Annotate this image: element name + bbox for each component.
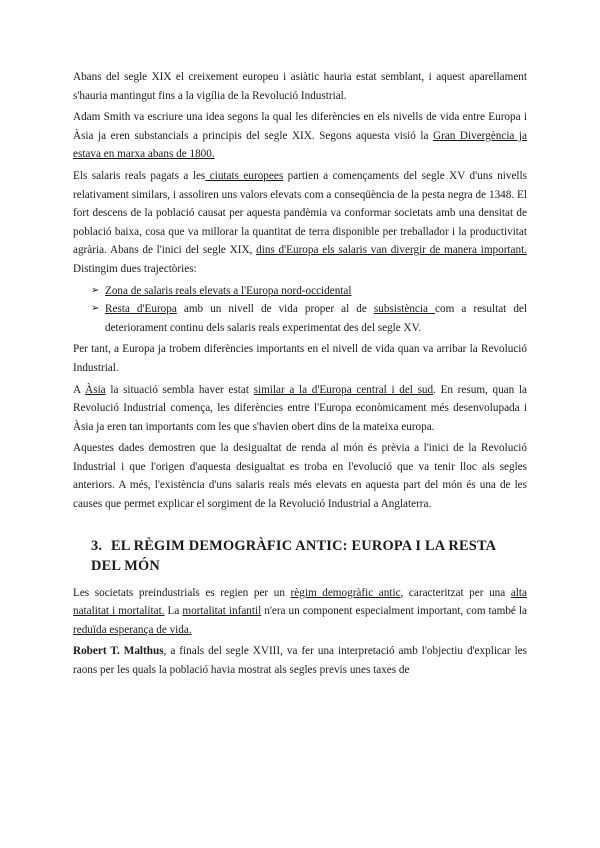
paragraph-text: , caracteritzat per una: [400, 586, 511, 599]
paragraph-text: partien a començaments del segle XV d'uns nivells relativament similars, i assoliren uns valors elevats com a conseqüència de la pesta negra de 1348. El fort descens de la població causat per aquesta pandèmia va conformar societats amb una densitat de població baixa, cosa que va millorar la quantitat de terra disponible per treballador i la productivitat agrària. Abans de l'inici del segle XIX,: [73, 169, 527, 257]
list-item: [73, 282, 527, 301]
section-title: EL RÈGIM DEMOGRÀFIC ANTIC: EUROPA I LA RESTA DEL MÓN: [91, 537, 496, 574]
underlined-text: règim demogràfic antic: [290, 586, 401, 599]
paragraph-adam-smith: [73, 108, 527, 164]
paragraph-inequality: [73, 439, 527, 513]
paragraph-growth-parity: [73, 68, 527, 105]
paragraph-text: com a resultat del deteriorament continu dels salaris reals experimentat des del segle XV.: [105, 303, 527, 334]
underlined-text: Àsia: [85, 383, 106, 396]
document-page: [73, 68, 527, 683]
paragraph-text: Els salaris reals pagats a les: [73, 169, 206, 182]
paragraph-text: La: [164, 605, 183, 618]
underlined-text: Gran Divergència ja estava en marxa abans de 1800.: [73, 129, 528, 161]
underlined-text: subsistència: [373, 303, 436, 316]
paragraph-text: Les societats preindustrials es regien per un: [73, 586, 291, 599]
paragraph-real-wages: [73, 167, 527, 279]
underlined-text: Zona de salaris reals elevats a l'Europa nord-occidental: [105, 284, 352, 297]
section-number: 3.: [91, 537, 103, 554]
list-item: [73, 300, 527, 337]
underlined-text: similar a la d'Europa central i del sud: [253, 383, 434, 396]
paragraph-demographic-regime: [73, 584, 527, 640]
paragraph-text: Distingim dues trajectòries:: [73, 262, 197, 275]
underlined-text: ciutats europees: [205, 169, 284, 182]
underlined-text: reduïda esperança de vida.: [73, 623, 192, 636]
paragraph-text: n'era un component especialment important, com també la: [261, 605, 527, 618]
arrowhead-bullet-icon: ➢: [91, 284, 100, 296]
arrowhead-bullet-icon: ➢: [91, 303, 100, 315]
paragraph-text: A: [73, 383, 86, 396]
paragraph-text: , a finals del segle XVIII, va fer una interpretació amb l'objectiu d'explicar les raons per les quals la població havia mostrat als segles previs unes taxes de: [73, 645, 527, 677]
paragraph-malthus: [73, 642, 527, 679]
paragraph-text: Per tant, a Europa ja trobem diferències importants en el nivell de vida quan va arribar la Revolució Industrial.: [73, 343, 527, 374]
bold-name: Robert T. Malthus: [73, 645, 164, 658]
paragraph-text: Adam Smith va escriure una idea segons la qual les diferències en els nivells de vida entre Europa i Àsia ja eren substancials a principis del segle XIX. Segons aquesta visió la: [73, 111, 527, 142]
paragraph-text: la situació sembla haver estat: [105, 383, 254, 396]
underlined-text: mortalitat infantil: [182, 605, 262, 618]
paragraph-asia: [73, 381, 527, 437]
paragraph-text: Aquestes dades demostren que la desigualtat de renda al món és prèvia a l'inici de la Revolució Industrial i que l'origen d'aquesta desigualtat es troba en l'evolució que va tenir lloc als segles anteriors. A més, l'existència d'uns salaris reals més elevats en aquesta part del món és una de les causes que permet explicar el sorgiment de la Revolució Industrial a Anglaterra.: [73, 442, 527, 511]
paragraph-text: amb un nivell de vida proper al de: [176, 303, 374, 316]
paragraph-text: . En resum, quan la Revolució Industrial comença, les diferències entre l'Europa econòmicament més desenvolupada i Àsia ja eren tan importants com les que s'havien obert dins de la mateixa europa.: [73, 383, 527, 433]
paragraph-text: Abans del segle XIX el creixement europeu i asiàtic hauria estat semblant, i aquest aparellament s'hauria mantingut fins a la vigília de la Revolució Industrial.: [73, 71, 527, 102]
underlined-text: alta natalitat i mortalitat.: [73, 586, 527, 618]
paragraph-europe-differences: [73, 340, 527, 377]
trajectories-list: [73, 282, 527, 338]
section-heading: [73, 536, 527, 576]
underlined-text: Resta d'Europa: [105, 303, 177, 316]
underlined-text: dins d'Europa els salaris van divergir de manera important.: [256, 244, 528, 257]
